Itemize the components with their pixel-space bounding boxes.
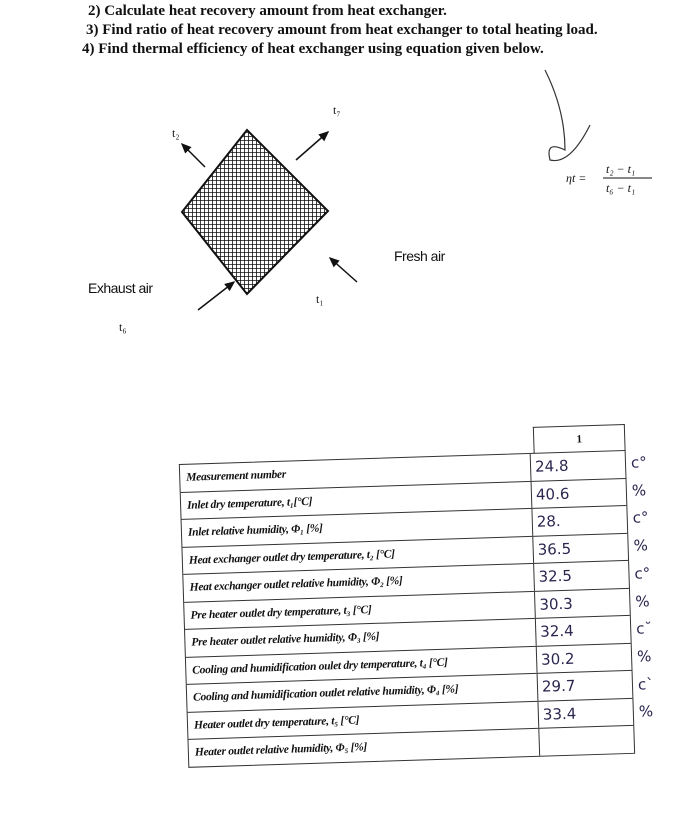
equation-numerator: t₂ − t₁ (606, 162, 636, 176)
handwritten-value (539, 726, 634, 755)
label-t2: t₂ (172, 126, 180, 140)
row-label: Measurement number (180, 454, 532, 492)
row-label: Heater outlet dry temperature, t₅ [°C] (188, 701, 540, 739)
handwritten-arrow-icon (545, 70, 590, 161)
arrow-t7 (296, 132, 328, 160)
fresh-air-label: Fresh air (394, 248, 445, 264)
handwritten-value: 30.2 (540, 649, 575, 669)
equation-denominator: t₆ − t₁ (606, 181, 636, 195)
label-t1: t₁ (316, 292, 324, 306)
row-label: Pre heater outlet dry temperature, t₃ [°C] (184, 591, 536, 629)
handwritten-value: 40.6 (535, 484, 570, 504)
handwritten-unit: c` (637, 674, 654, 694)
arrow-t6 (198, 282, 234, 310)
label-t7: t₇ (333, 103, 341, 117)
row-label: Heat exchanger outlet dry temperature, t₂ [°C] (182, 536, 534, 574)
question-2: 2) Calculate heat recovery amount from heat exchanger. (88, 3, 447, 19)
arrow-t1 (330, 258, 357, 282)
handwritten-value: 36.5 (537, 539, 572, 559)
row-label: Inlet dry temperature, t₁[°C] (181, 481, 533, 519)
row-label: Cooling and humidification oulet dry temperature, t₄ [°C] (186, 646, 538, 684)
handwritten-unit: c° (632, 508, 649, 528)
handwritten-unit: % (631, 481, 647, 500)
row-label: Pre heater outlet relative humidity, Φ₃ [%] (185, 619, 537, 657)
handwritten-unit: % (638, 702, 654, 721)
handwritten-value: 24.8 (534, 456, 569, 476)
handwritten-value: 28. (536, 512, 561, 531)
column-header: 1 (533, 424, 626, 454)
exhaust-air-label: Exhaust air (88, 280, 153, 296)
handwritten-unit: c° (630, 453, 648, 472)
handwritten-value: 29.7 (541, 676, 576, 696)
row-label: Heat exchanger outlet relative humidity, Φ₂ [%] (183, 564, 535, 602)
handwritten-value: 32.5 (538, 566, 573, 586)
equation-lhs: ηt = (566, 171, 587, 185)
arrow-t2 (182, 144, 205, 167)
handwritten-value: 32.4 (539, 621, 574, 641)
handwritten-value: 33.4 (542, 704, 577, 724)
handwritten-value: 30.3 (539, 594, 574, 614)
question-4: 4) Find thermal efficiency of heat exchanger using equation given below. (82, 41, 544, 57)
handwritten-unit: % (636, 647, 652, 666)
handwritten-unit: c˘ (635, 619, 653, 638)
label-t6: t₆ (119, 320, 127, 334)
heat-exchanger-core (182, 130, 328, 294)
row-label: Cooling and humidification outlet relative humidity, Φ₄ [%] (187, 674, 539, 712)
handwritten-unit: % (635, 591, 650, 611)
question-3: 3) Find ratio of heat recovery amount from heat exchanger to total heating load. (86, 22, 598, 38)
handwritten-unit: c° (634, 564, 651, 583)
row-label: Inlet relative humidity, Φ₁ [%] (182, 509, 534, 547)
handwritten-unit: % (633, 536, 649, 555)
row-label: Heater outlet relative humidity, Φ₅ [%] (188, 729, 540, 767)
